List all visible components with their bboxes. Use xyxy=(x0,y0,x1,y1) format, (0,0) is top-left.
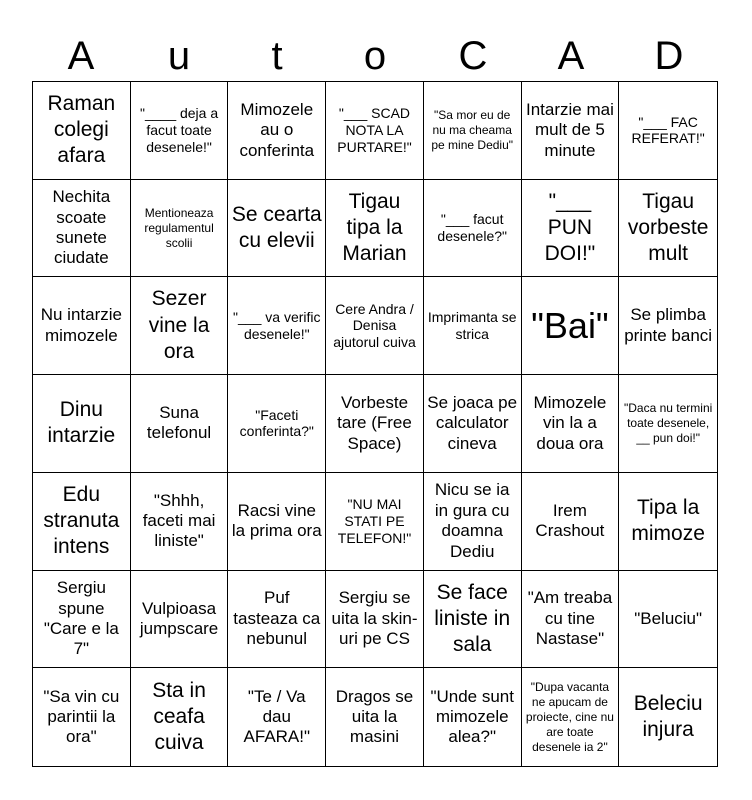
bingo-cell[interactable]: "___ SCAD NOTA LA PURTARE!" xyxy=(326,82,424,180)
bingo-cell[interactable]: "Dupa vacanta ne apucam de proiecte, cine nu are toate desenele ia 2" xyxy=(522,668,620,766)
bingo-cell[interactable]: Sergiu spune "Care e la 7" xyxy=(33,571,131,669)
bingo-cell[interactable]: "Unde sunt mimozele alea?" xyxy=(424,668,522,766)
bingo-cell[interactable]: "___ PUN DOI!" xyxy=(522,180,620,278)
bingo-cell[interactable]: Beleciu injura xyxy=(633,691,703,742)
bingo-cell[interactable]: Puf tasteaza ca nebunul xyxy=(228,571,326,669)
bingo-cell[interactable]: Se joaca pe calculator cineva xyxy=(424,375,522,473)
bingo-cell[interactable]: "Am treaba cu tine Nastase" xyxy=(522,571,620,669)
title-letter: D xyxy=(654,34,684,78)
bingo-cell[interactable]: Intarzie mai mult de 5 minute xyxy=(522,82,620,180)
bingo-cell[interactable]: "___ FAC REFERAT!" xyxy=(619,82,717,180)
bingo-cell[interactable]: "NU MAI STATI PE TELEFON!" xyxy=(326,473,424,571)
bingo-cell[interactable]: Tigau tipa la Marian xyxy=(326,180,424,278)
bingo-cell[interactable]: Vorbeste tare (Free Space) xyxy=(326,375,424,473)
bingo-cell[interactable]: Raman colegi afara xyxy=(33,82,131,180)
bingo-cell[interactable]: "Daca nu termini toate desenele, __ pun doi!" xyxy=(619,375,717,473)
bingo-cell[interactable]: "Faceti conferinta?" xyxy=(228,375,326,473)
bingo-cell[interactable]: Dragos se uita la masini xyxy=(326,668,424,766)
bingo-cell[interactable]: Suna telefonul xyxy=(131,375,229,473)
bingo-cell[interactable]: Cere Andra / Denisa ajutorul cuiva xyxy=(326,277,424,375)
bingo-cell[interactable]: Tipa la mimoze xyxy=(619,473,717,571)
title-letter: A xyxy=(557,34,585,78)
title-letter: t xyxy=(271,34,283,78)
bingo-cell[interactable]: Se plimba printe banci xyxy=(619,277,717,375)
bingo-cell[interactable]: Irem Crashout xyxy=(522,473,620,571)
bingo-cell[interactable]: "____ deja a facut toate desenele!" xyxy=(131,82,229,180)
bingo-cell[interactable]: Nicu se ia in gura cu doamna Dediu xyxy=(424,473,522,571)
bingo-cell[interactable]: Mimozele vin la a doua ora xyxy=(522,375,620,473)
title-letter: o xyxy=(363,34,387,78)
bingo-cell[interactable]: Sergiu se uita la skin-uri pe CS xyxy=(326,571,424,669)
bingo-cell[interactable]: "___ facut desenele?" xyxy=(424,180,522,278)
bingo-cell[interactable]: "Sa mor eu de nu ma cheama pe mine Dediu" xyxy=(424,82,522,180)
bingo-cell[interactable]: Imprimanta se strica xyxy=(424,277,522,375)
bingo-cell[interactable]: "Sa vin cu parintii la ora" xyxy=(33,668,131,766)
bingo-grid xyxy=(32,81,718,767)
bingo-cell[interactable]: Racsi vine la prima ora xyxy=(228,473,326,571)
bingo-cell[interactable]: Mimozele au o conferinta xyxy=(228,82,326,180)
bingo-cell[interactable]: Se face liniste in sala xyxy=(424,571,522,669)
bingo-cell[interactable]: Tigau vorbeste mult xyxy=(619,180,717,278)
bingo-cell[interactable]: "Bai" xyxy=(522,277,620,375)
bingo-cell[interactable]: Sta in ceafa cuiva xyxy=(131,668,229,766)
bingo-cell[interactable]: Sezer vine la ora xyxy=(131,277,229,375)
bingo-cell[interactable]: "___ va verific desenele!" xyxy=(228,277,326,375)
bingo-title xyxy=(32,28,718,84)
bingo-cell[interactable]: Nu intarzie mimozele xyxy=(33,277,131,375)
bingo-cell[interactable]: Se cearta cu elevii xyxy=(228,180,326,278)
title-letter: u xyxy=(167,34,191,78)
bingo-cell[interactable]: Edu stranuta intens xyxy=(33,473,131,571)
bingo-cell[interactable]: Vulpioasa jumpscare xyxy=(131,571,229,669)
title-letter: C xyxy=(458,34,488,78)
bingo-cell[interactable]: "Beluciu" xyxy=(619,571,717,669)
title-letter: A xyxy=(67,34,95,78)
bingo-cell[interactable]: Mentioneaza regulamentul scolii xyxy=(131,180,229,278)
bingo-cell[interactable]: Dinu intarzie xyxy=(33,375,131,473)
bingo-cell[interactable]: "Te / Va dau AFARA!" xyxy=(228,668,326,766)
bingo-cell[interactable]: "Shhh, faceti mai liniste" xyxy=(131,473,229,571)
bingo-cell[interactable]: Nechita scoate sunete ciudate xyxy=(33,180,131,278)
